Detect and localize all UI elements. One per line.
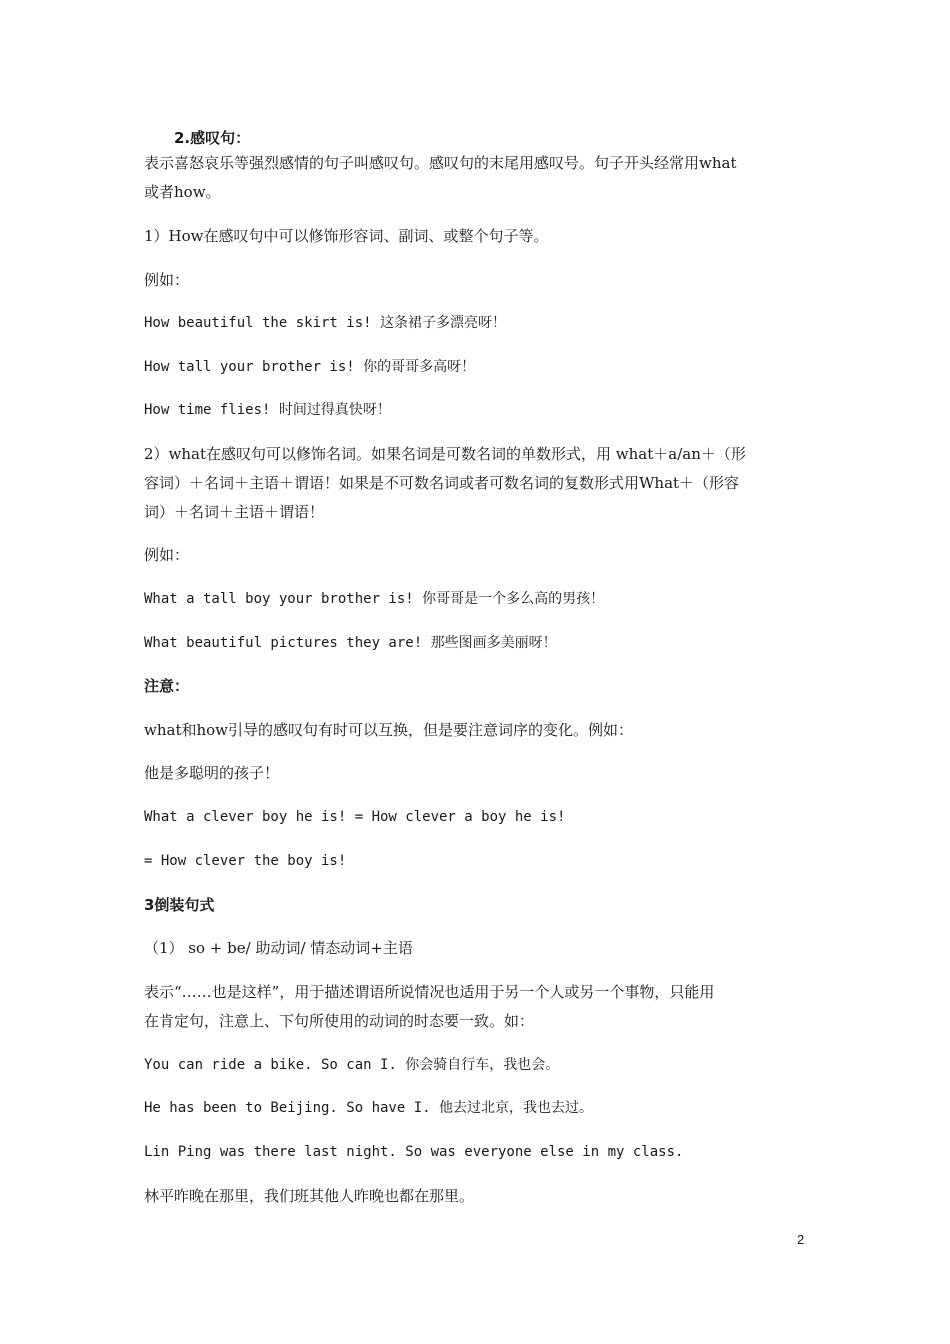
example-sentence: Lin Ping was there last night. So was everyone else in my class. bbox=[144, 1144, 684, 1160]
paragraph-line: 表示喜怒哀乐等强烈感情的句子叫感叹句。感叹句的末尾用感叹号。句子开头经常用what bbox=[144, 154, 737, 172]
rule-so: （1） so + be/ 助动词/ 情态动词+主语 bbox=[144, 939, 413, 957]
note-text: what和how引导的感叹句有时可以互换，但是要注意词序的变化。例如： bbox=[144, 721, 634, 739]
note-example: What a clever boy he is! = How clever a boy he is! bbox=[144, 809, 566, 825]
rule-what: 词）＋名词＋主语＋谓语！ bbox=[144, 503, 325, 521]
rule-what: 容词）＋名词＋主语＋谓语！如果是不可数名词或者可数名词的复数形式用What＋（形容 bbox=[144, 474, 740, 492]
section-heading-inversion: 3倒装句式 bbox=[144, 896, 215, 914]
example-label: 例如： bbox=[144, 546, 190, 564]
section-heading-exclamatory: 2.感叹句： bbox=[174, 129, 251, 147]
note-label: 注意： bbox=[144, 677, 190, 695]
example-translation: 林平昨晚在那里，我们班其他人昨晚也都在那里。 bbox=[144, 1187, 475, 1205]
rule-how: 1）How在感叹句中可以修饰形容词、副词、或整个句子等。 bbox=[144, 227, 549, 245]
example-sentence: What a tall boy your brother is! 你哥哥是一个多么高的男孩！ bbox=[144, 591, 605, 607]
rule-what: 2）what在感叹句可以修饰名词。如果名词是可数名词的单数形式，用 what＋a/an＋（形 bbox=[144, 445, 746, 463]
paragraph-line: 在肯定句，注意上、下句所使用的动词的时态要一致。如： bbox=[144, 1012, 535, 1030]
example-sentence: How beautiful the skirt is! 这条裙子多漂亮呀！ bbox=[144, 315, 507, 331]
example-sentence: How tall your brother is! 你的哥哥多高呀！ bbox=[144, 359, 476, 375]
example-sentence: He has been to Beijing. So have I. 他去过北京，我也去过。 bbox=[144, 1100, 594, 1116]
page-number: 2 bbox=[797, 1232, 805, 1247]
example-sentence: You can ride a bike. So can I. 你会骑自行车，我也会。 bbox=[144, 1057, 560, 1073]
example-sentence: What beautiful pictures they are! 那些图画多美丽呀！ bbox=[144, 635, 557, 651]
example-sentence: How time flies! 时间过得真快呀！ bbox=[144, 402, 391, 418]
note-example-cn: 他是多聪明的孩子！ bbox=[144, 764, 280, 782]
paragraph-line: 表示“……也是这样”，用于描述谓语所说情况也适用于另一个人或另一个事物，只能用 bbox=[144, 983, 715, 1001]
note-example: = How clever the boy is! bbox=[144, 853, 347, 869]
example-label: 例如： bbox=[144, 271, 190, 289]
paragraph-line: 或者how。 bbox=[144, 183, 221, 201]
